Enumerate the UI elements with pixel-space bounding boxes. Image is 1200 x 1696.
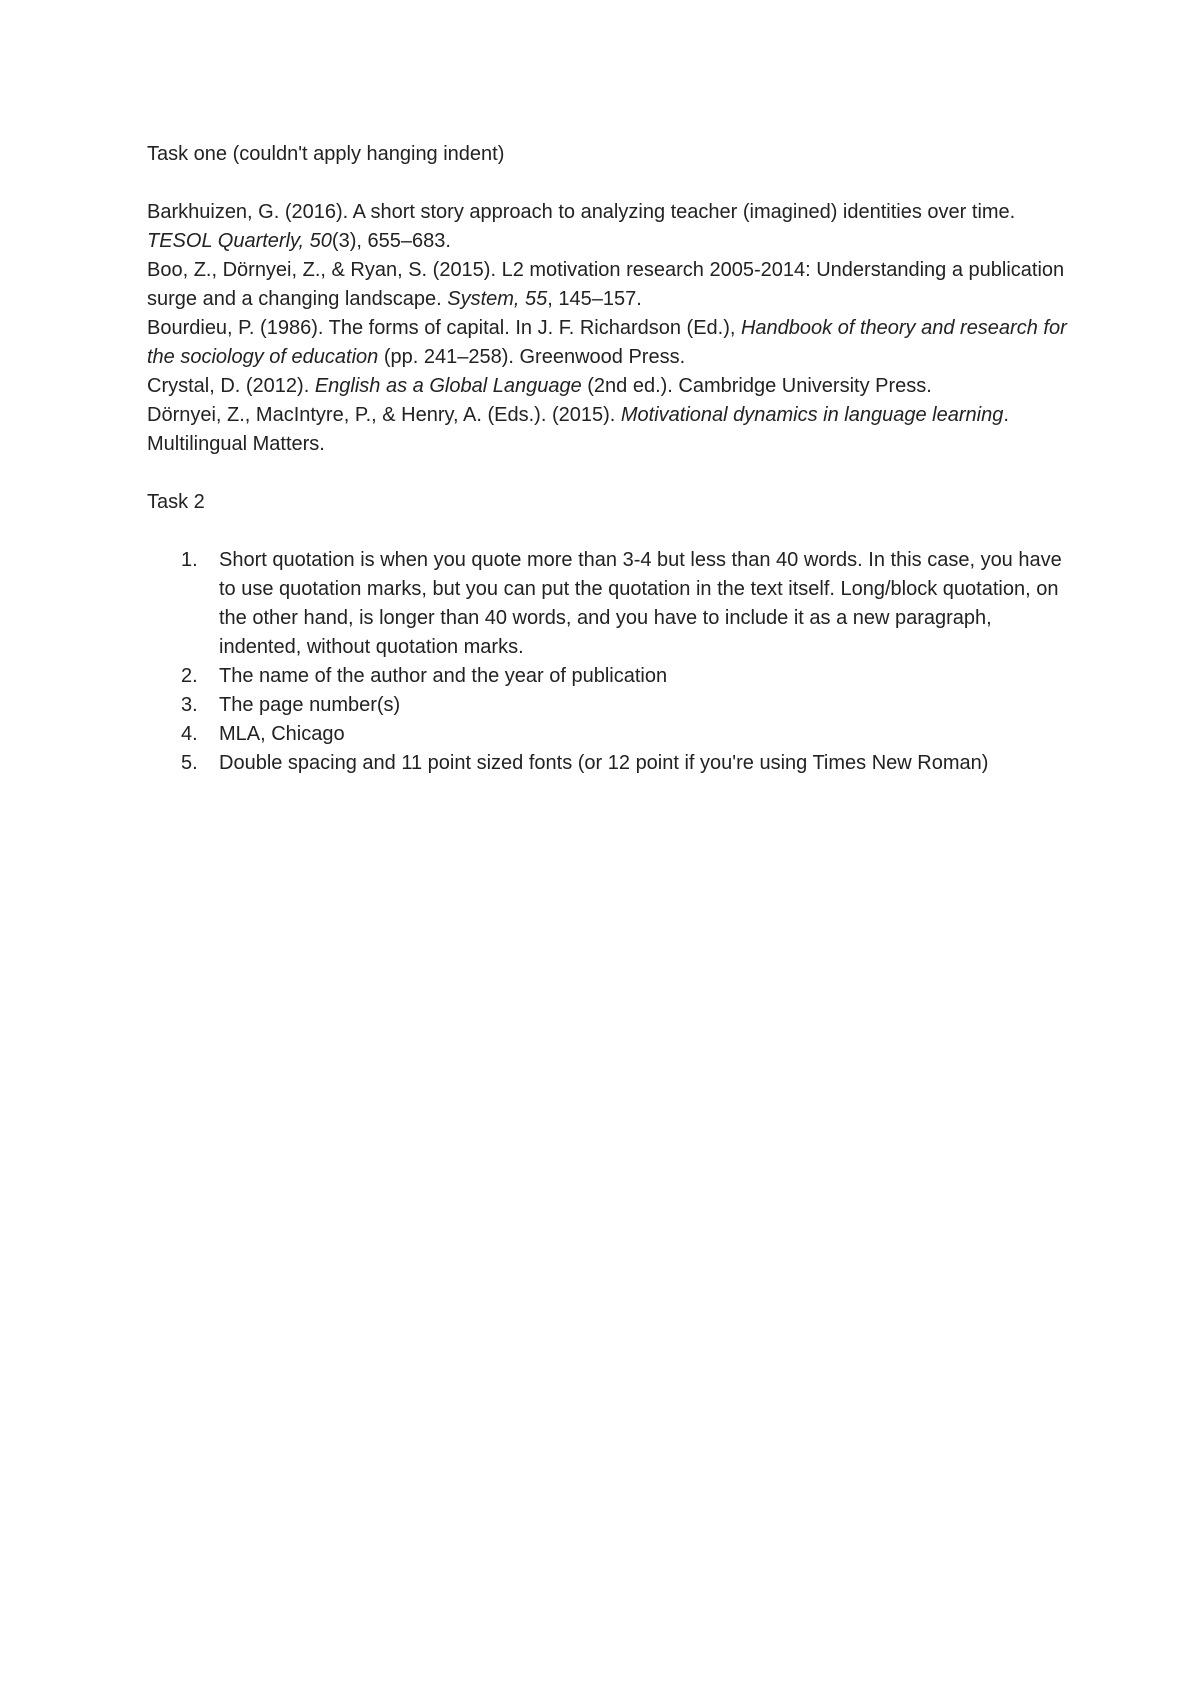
reference-italic-text: Motivational dynamics in language learning (620, 404, 1004, 426)
list-item-number: 3. (181, 694, 198, 716)
spacer (147, 517, 1067, 546)
spacer (147, 169, 1067, 198)
reference-entry (147, 372, 1067, 401)
list-item-text: Short quotation is when you quote more than 3-4 but less than 40 words. In this case, you have to use quotation marks, but you can put the quotation in the text itself. Long/block quotation, on the other hand, is longer than 40 words, and you have to include it as a new paragraph, indented, without quotation marks. (219, 549, 1062, 658)
reference-entry (147, 256, 1067, 314)
list-item-text: Double spacing and 11 point sized fonts (or 12 point if you're using Times New Roman) (219, 752, 989, 774)
list-item-text: MLA, Chicago (219, 723, 345, 745)
reference-text: , 145–157. (547, 288, 642, 310)
list-item (147, 720, 1067, 749)
spacer (147, 459, 1067, 488)
reference-text: (2nd ed.). Cambridge University Press. (581, 375, 932, 397)
document-body (147, 140, 1067, 778)
reference-italic-text: System, 55 (447, 288, 548, 310)
reference-text: (pp. 241–258). Greenwood Press. (378, 346, 686, 368)
reference-list (147, 198, 1067, 459)
list-item-number: 1. (181, 549, 198, 571)
reference-italic-text: Handbook of theory and research for the sociology of education (147, 317, 1067, 368)
task-two-answer-list (147, 546, 1067, 778)
reference-text: Boo, Z., Dörnyei, Z., & Ryan, S. (2015). L2 motivation research 2005-2014: Understanding a publication surge and a changing landscape. (147, 259, 1065, 310)
reference-italic-text: TESOL Quarterly, 50 (147, 230, 332, 252)
reference-entry (147, 314, 1067, 372)
task-one-heading: Task one (couldn't apply hanging indent) (147, 143, 505, 165)
reference-italic-text: English as a Global Language (314, 375, 582, 397)
reference-text: (3), 655–683. (331, 230, 451, 252)
list-item (147, 546, 1067, 662)
reference-text: . Multilingual Matters. (147, 404, 1009, 455)
list-item-number: 2. (181, 665, 198, 687)
reference-text: Barkhuizen, G. (2016). A short story approach to analyzing teacher (imagined) identities over time. (147, 201, 1016, 223)
list-item (147, 691, 1067, 720)
list-item-text: The page number(s) (219, 694, 401, 716)
reference-text: Crystal, D. (2012). (147, 375, 315, 397)
task-two-heading: Task 2 (147, 491, 205, 513)
reference-entry (147, 198, 1067, 256)
reference-entry (147, 401, 1067, 459)
list-item-number: 4. (181, 723, 198, 745)
list-item (147, 662, 1067, 691)
reference-text: Dörnyei, Z., MacIntyre, P., & Henry, A. (Eds.). (2015). (147, 404, 621, 426)
list-item-text: The name of the author and the year of publication (219, 665, 668, 687)
list-item (147, 749, 1067, 778)
reference-text: Bourdieu, P. (1986). The forms of capital. In J. F. Richardson (Ed.), (147, 317, 741, 339)
list-item-number: 5. (181, 752, 198, 774)
